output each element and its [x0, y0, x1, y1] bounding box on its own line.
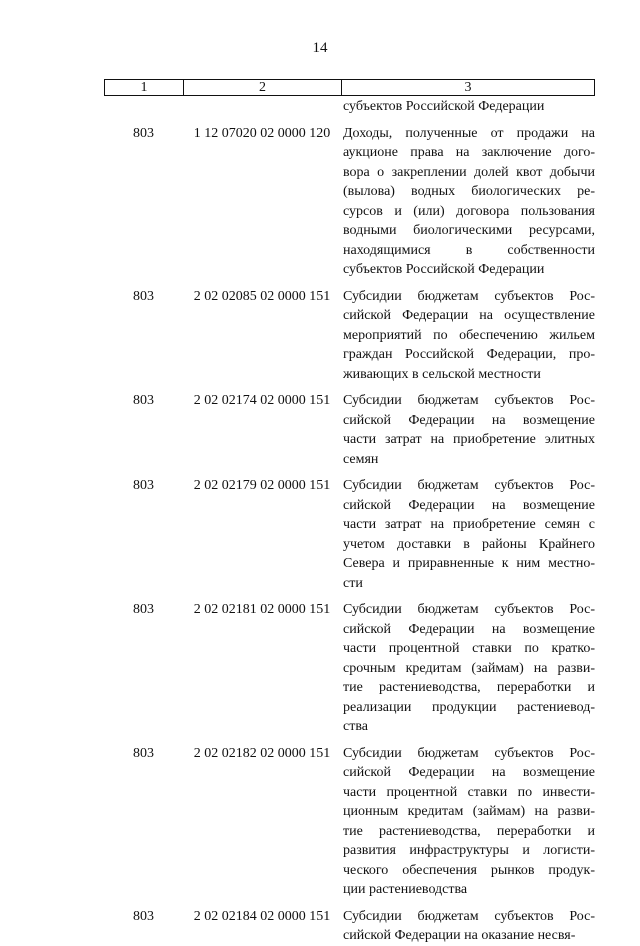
text-line: Субсидии бюджетам субъектов Рос- [343, 908, 595, 924]
header-col-1: 1 [105, 80, 184, 95]
text-line: сурсов и (или) договора пользования [343, 203, 595, 219]
text-line: Субсидии бюджетам субъектов Рос- [343, 745, 595, 761]
revenue-description [343, 476, 595, 593]
text-line: реализации продукции растениевод- [343, 699, 595, 715]
admin-code: 803 [133, 288, 154, 304]
budget-classification-code: 2 02 02184 02 0000 151 [193, 908, 331, 924]
budget-classification-code: 2 02 02179 02 0000 151 [193, 478, 331, 493]
continuation-row [0, 97, 640, 117]
admin-code: 803 [133, 393, 154, 408]
text-line: (вылова) водных биологических ре- [343, 184, 595, 199]
page-number: 14 [312, 40, 328, 56]
admin-code: 803 [133, 908, 154, 924]
budget-classification-code: 2 02 02181 02 0000 151 [193, 602, 331, 617]
text-line: сийской Федерации на осуществление [343, 308, 595, 323]
text-line: сти [343, 575, 363, 591]
budget-classification-code: 2 02 02182 02 0000 151 [193, 745, 331, 761]
text-line: семян [343, 451, 379, 467]
revenue-description [343, 287, 595, 385]
budget-classification-code: 2 02 02174 02 0000 151 [193, 393, 331, 408]
text-line: ства [343, 719, 368, 734]
text-line: тие растениеводства, переработки и [343, 680, 595, 695]
text-line: ческого обеспечения рынков продук- [343, 862, 595, 878]
text-line: Субсидии бюджетам субъектов Рос- [343, 393, 595, 408]
text-line: ционным кредитам (займам) на разви- [343, 804, 595, 819]
text-line: субъектов Российской Федерации [343, 262, 545, 277]
text-line: сийской Федерации на возмещение [343, 412, 595, 428]
text-line: находящимися в собственности [343, 242, 595, 258]
table-row [0, 744, 640, 900]
text-line: части затрат на приобретение элитных [343, 432, 595, 447]
text-line: сийской Федерации на возмещение [343, 765, 595, 780]
table-row [0, 600, 640, 737]
text-line: мероприятий по обеспечению жильем [343, 327, 595, 343]
admin-code: 803 [133, 745, 154, 761]
text-line: вора о закреплении долей квот добычи [343, 164, 595, 180]
admin-code: 803 [133, 125, 154, 141]
budget-classification-code: 2 02 02085 02 0000 151 [193, 288, 331, 304]
text-line: Субсидии бюджетам субъектов Рос- [343, 478, 595, 493]
table-row [0, 287, 640, 385]
header-col-3: 3 [464, 80, 472, 95]
text-line: водными биологическими ресурсами, [343, 223, 595, 238]
table-row [0, 391, 640, 469]
text-line: части процентной ставки по кратко- [343, 641, 595, 656]
text-line: сийской Федерации на возмещение [343, 621, 595, 637]
text-line: части процентной ставки по инвести- [343, 784, 595, 800]
text-line: Доходы, полученные от продажи на [343, 125, 595, 141]
revenue-description [343, 124, 595, 280]
revenue-description [343, 600, 595, 737]
text-line: граждан Российской Федерации, про- [343, 347, 595, 362]
revenue-description [343, 907, 595, 946]
table-body [0, 97, 640, 946]
text-line: Севера и приравненные к ним местно- [343, 556, 595, 571]
table-row [0, 907, 640, 946]
text-line: сийской Федерации на оказание несвя- [343, 928, 576, 943]
header-col-2: 2 [184, 80, 342, 95]
text-line: Субсидии бюджетам субъектов Рос- [343, 288, 595, 304]
text-line: части затрат на приобретение семян с [343, 517, 595, 532]
budget-classification-code: 1 12 07020 02 0000 120 [193, 125, 331, 141]
revenue-description [343, 744, 595, 900]
admin-code: 803 [133, 478, 154, 493]
table-row [0, 476, 640, 593]
table-row [0, 124, 640, 280]
text-line: ции растениеводства [343, 882, 468, 897]
table-header [104, 79, 595, 96]
text-line: срочным кредитам (займам) на разви- [343, 660, 595, 676]
text-line: субъектов Российской Федерации [343, 99, 545, 114]
text-line: развития инфраструктуры и логисти- [343, 843, 595, 858]
revenue-description [343, 391, 595, 469]
text-line: сийской Федерации на возмещение [343, 497, 595, 513]
text-line: Субсидии бюджетам субъектов Рос- [343, 602, 595, 617]
text-line: учетом доставки в районы Крайнего [343, 536, 595, 552]
admin-code: 803 [133, 602, 154, 617]
text-line: тие растениеводства, переработки и [343, 823, 595, 839]
continuation-text [343, 97, 595, 117]
text-line: аукционе права на заключение дого- [343, 145, 595, 160]
text-line: живающих в сельской местности [343, 366, 541, 382]
